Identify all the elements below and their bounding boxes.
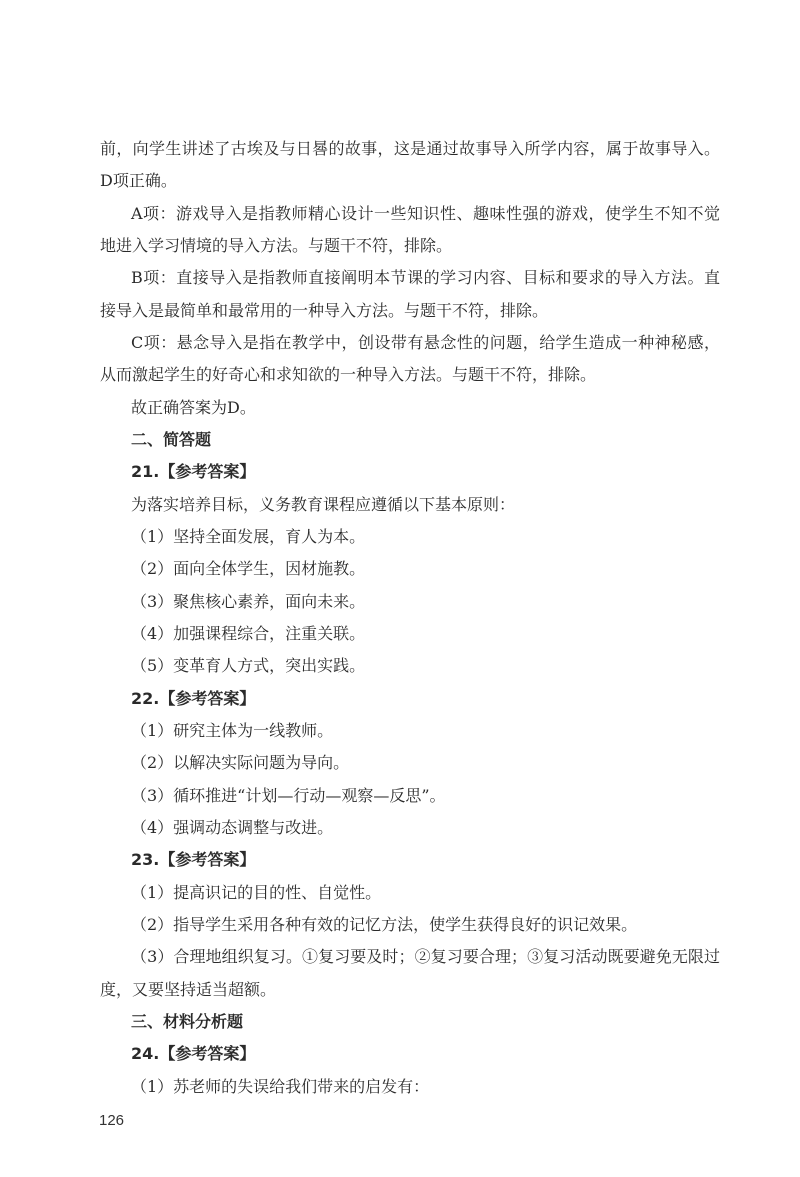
paragraph-line: 接导入是最简单和最常用的一种导入方法。与题干不符，排除。 <box>100 301 549 320</box>
list-item: （3）聚焦核心素养，面向未来。 <box>131 592 366 611</box>
list-item: （4）强调动态调整与改进。 <box>131 818 334 837</box>
paragraph-line: 地进入学习情境的导入方法。与题干不符，排除。 <box>100 236 453 255</box>
list-item: （2）面向全体学生，因材施教。 <box>131 559 366 578</box>
answer-heading: 23.【参考答案】 <box>131 850 256 869</box>
paragraph-line: 度，又要坚持适当超额。 <box>100 980 277 999</box>
list-item: （2）以解决实际问题为导向。 <box>131 753 350 772</box>
section-heading: 三、材料分析题 <box>131 1012 244 1031</box>
list-item: （3）合理地组织复习。①复习要及时；②复习要合理；③复习活动既要避免无限过 <box>131 947 720 966</box>
answer-heading: 21.【参考答案】 <box>131 462 256 481</box>
answer-heading: 24.【参考答案】 <box>131 1044 256 1063</box>
list-item: （3）循环推进“计划—行动—观察—反思”。 <box>131 786 446 805</box>
paragraph-line: 前，向学生讲述了古埃及与日晷的故事，这是通过故事导入所学内容，属于故事导入。 <box>100 139 720 158</box>
paragraph-line: 为落实培养目标，义务教育课程应遵循以下基本原则： <box>131 495 516 514</box>
paragraph-line: 故正确答案为D。 <box>131 398 256 417</box>
list-item: （1）苏老师的失误给我们带来的启发有： <box>131 1077 430 1096</box>
list-item: （1）研究主体为一线教师。 <box>131 721 334 740</box>
paragraph-line: B项：直接导入是指教师直接阐明本节课的学习内容、目标和要求的导入方法。直 <box>131 268 720 287</box>
paragraph-line: C项：悬念导入是指在教学中，创设带有悬念性的问题，给学生造成一种神秘感， <box>131 333 720 352</box>
paragraph-line: A项：游戏导入是指教师精心设计一些知识性、趣味性强的游戏，使学生不知不觉 <box>131 204 720 223</box>
page-number: 126 <box>99 1112 125 1129</box>
paragraph-line: 从而激起学生的好奇心和求知欲的一种导入方法。与题干不符，排除。 <box>100 365 597 384</box>
list-item: （5）变革育人方式，突出实践。 <box>131 656 366 675</box>
list-item: （1）坚持全面发展，育人为本。 <box>131 527 366 546</box>
list-item: （4）加强课程综合，注重关联。 <box>131 624 366 643</box>
answer-heading: 22.【参考答案】 <box>131 689 256 708</box>
paragraph-line: D项正确。 <box>100 171 177 190</box>
list-item: （1）提高识记的目的性、自觉性。 <box>131 883 382 902</box>
section-heading: 二、简答题 <box>131 430 212 449</box>
list-item: （2）指导学生采用各种有效的记忆方法，使学生获得良好的识记效果。 <box>131 915 638 934</box>
